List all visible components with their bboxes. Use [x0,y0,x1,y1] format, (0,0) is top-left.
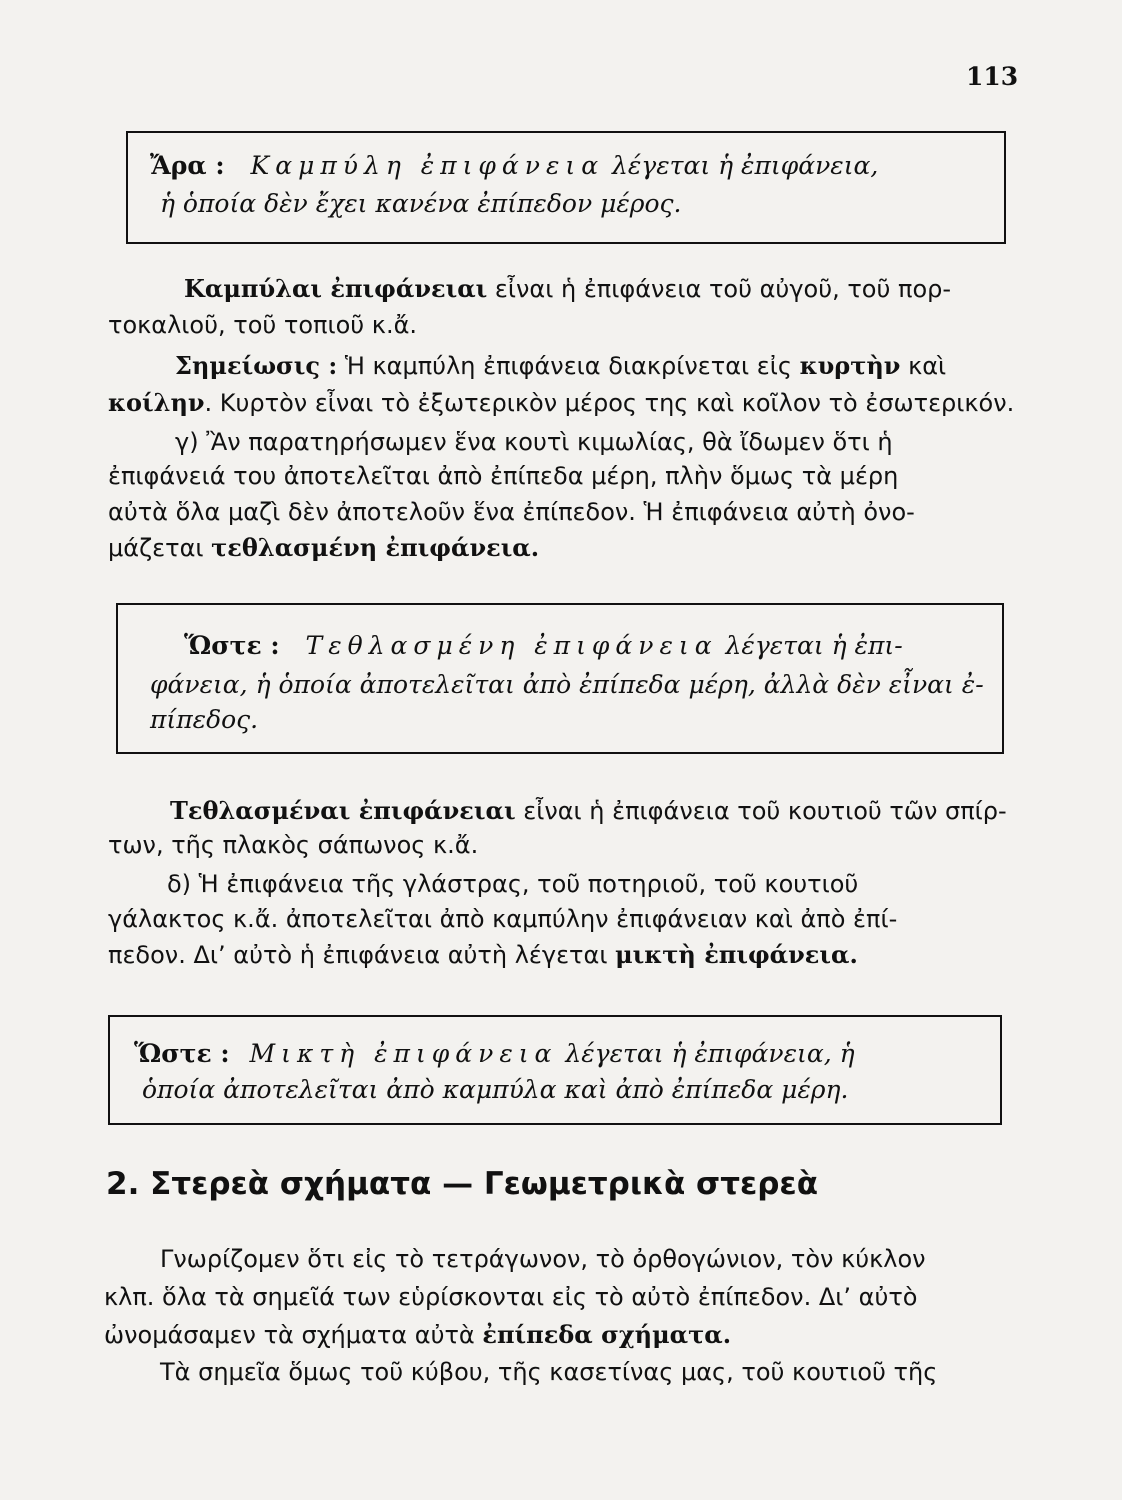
bold-term: τεθλασμένη ἐπιφάνεια. [211,533,540,562]
definition-text: πίπεδος. [150,705,259,734]
paragraph-line: των, τῆς πλακὸς σάπωνος κ.ἄ. [108,831,479,859]
definition-box-mixed-surface [108,1015,1002,1125]
paragraph-line: κλπ. ὅλα τὰ σημεῖά των εὑρίσκονται εἰς τὸ αὐτὸ ἐπίπεδον. Διʼ αὐτὸ [104,1283,918,1311]
paragraph-line: γ) Ἂν παρατηρήσωμεν ἕνα κουτὶ κιμωλίας, θὰ ἴδωμεν ὅτι ἡ [175,428,893,456]
definition-text: ἡ ὁποία δὲν ἔχει κανένα ἐπίπεδον μέρος. [160,189,682,218]
note-line [108,388,1014,417]
definition-text: λέγεται ἡ ἐπιφάνεια, [604,151,879,180]
paragraph-line: Γνωρίζομεν ὅτι εἰς τὸ τετράγωνον, τὸ ὀρθογώνιον, τὸν κύκλον [160,1245,926,1273]
definition-line [184,631,903,660]
definition-label: Ὥστε : [134,1039,230,1068]
bold-term: ἐπίπεδα σχήματα. [482,1320,732,1349]
bold-term: κοίλην [108,388,205,417]
bold-term: Τεθλασμέναι ἐπιφάνειαι [170,796,516,825]
note-text: Ἡ καμπύλη ἐπιφάνεια διακρίνεται εἰς [337,352,800,380]
definition-label: Ὥστε : [184,631,280,660]
paragraph-text: εἶναι ἡ ἐπιφάνεια τοῦ αὐγοῦ, τοῦ πορ- [487,275,952,303]
definition-label: Ἄρα : [150,151,225,180]
paragraph-text: πεδον. Διʼ αὐτὸ ἡ ἐπιφάνεια αὐτὴ λέγεται [108,941,616,969]
defined-term: Μικτὴ ἐπιφάνεια [249,1039,558,1068]
paragraph-text: ὠνομάσαμεν τὰ σχήματα αὐτὰ [104,1321,483,1349]
definition-box-curved-surface [126,131,1006,244]
paragraph-line: αὐτὰ ὅλα μαζὶ δὲν ἀποτελοῦν ἕνα ἐπίπεδον. Ἡ ἐπιφάνεια αὐτὴ ὀνο- [108,498,915,526]
paragraph-line [170,796,1007,825]
paragraph-line: δ) Ἡ ἐπιφάνεια τῆς γλάστρας, τοῦ ποτηριοῦ, τοῦ κουτιοῦ [167,870,859,898]
definition-text: φάνεια, ἡ ὁποία ἀποτελεῖται ἀπὸ ἐπίπεδα μέρη, ἀλλὰ δὲν εἶναι ἐ- [150,670,984,699]
definition-text: ὁποία ἀποτελεῖται ἀπὸ καμπύλα καὶ ἀπὸ ἐπίπεδα μέρη. [142,1075,849,1104]
definition-line [150,151,878,180]
paragraph-line [108,940,858,969]
bold-term: μικτὴ ἐπιφάνεια. [615,940,858,969]
paragraph-line [184,274,951,303]
section-heading: 2. Στερεὰ σχήματα — Γεωμετρικὰ στερεὰ [106,1166,818,1202]
definition-text: λέγεται ἡ ἐπι- [717,631,903,660]
defined-term: Τεθλασμένη ἐπιφάνεια [305,631,718,660]
paragraph-line: Τὰ σημεῖα ὅμως τοῦ κύβου, τῆς κασετίνας μας, τοῦ κουτιοῦ τῆς [160,1358,938,1386]
bold-term: Καμπύλαι ἐπιφάνειαι [184,274,488,303]
definition-line [134,1039,855,1068]
note-text: καὶ [900,352,947,380]
paragraph-line: γάλακτος κ.ἄ. ἀποτελεῖται ἀπὸ καμπύλην ἐπιφάνειαν καὶ ἀπὸ ἐπί- [108,905,898,933]
note-line [175,351,946,380]
note-text: . Κυρτὸν εἶναι τὸ ἐξωτερικὸν μέρος της καὶ κοῖλον τὸ ἐσωτερικόν. [204,389,1015,417]
definition-text: λέγεται ἡ ἐπιφάνεια, ἡ [557,1039,855,1068]
bold-term: κυρτὴν [799,351,901,380]
paragraph-text: εἶναι ἡ ἐπιφάνεια τοῦ κουτιοῦ τῶν σπίρ- [515,797,1007,825]
paragraph-line: τοκαλιοῦ, τοῦ τοπιοῦ κ.ἄ. [108,311,418,339]
defined-term: Καμπύλη ἐπιφάνεια [250,151,605,180]
page-number: 113 [966,62,1019,91]
paragraph-line [104,1320,731,1349]
paragraph-text: μάζεται [108,534,212,562]
note-label: Σημείωσις : [175,351,338,380]
paragraph-line [108,533,539,562]
paragraph-line: ἐπιφάνειά του ἀποτελεῖται ἀπὸ ἐπίπεδα μέρη, πλὴν ὅμως τὰ μέρη [108,462,899,490]
definition-box-broken-surface [116,603,1004,754]
